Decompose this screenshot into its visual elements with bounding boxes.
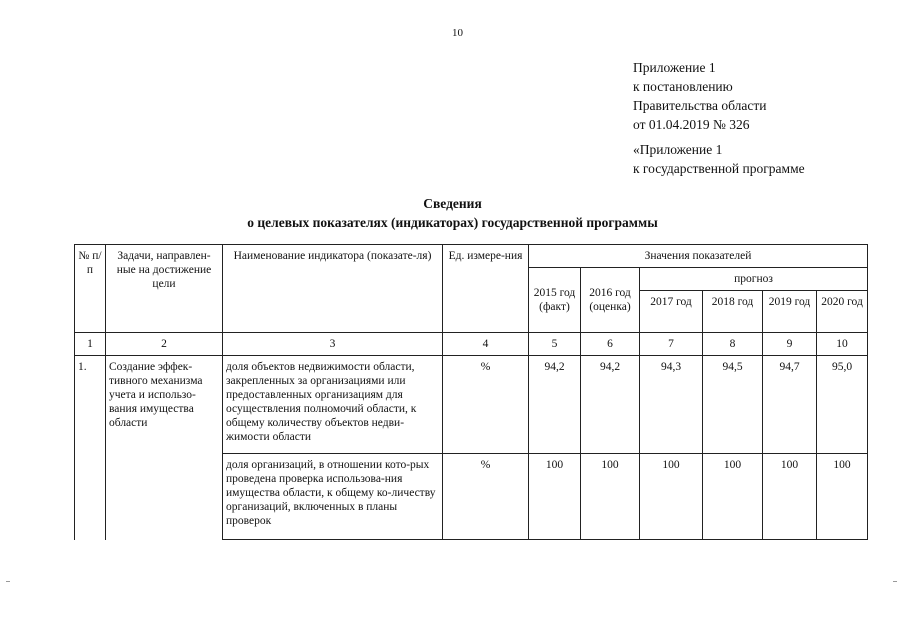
col-number: 10 <box>817 333 868 356</box>
document-title <box>0 194 905 232</box>
col-number: 7 <box>640 333 703 356</box>
appendix-line: от 01.04.2019 № 326 <box>633 117 750 132</box>
appendix-program-line: «Приложение 1 <box>633 142 723 157</box>
appendix-program-header <box>633 140 805 178</box>
header-values: Значения показателей <box>529 245 868 268</box>
appendix-program-line: к государственной программе <box>633 161 805 176</box>
value-2015: 94,2 <box>529 356 581 454</box>
col-number: 3 <box>223 333 443 356</box>
value-2020: 95,0 <box>817 356 868 454</box>
page-number: 10 <box>452 27 463 39</box>
header-2020: 2020 год <box>817 291 868 333</box>
value-2018: 100 <box>703 454 763 540</box>
header-2017: 2017 год <box>640 291 703 333</box>
indicator-unit: % <box>443 454 529 540</box>
column-number-row <box>75 333 868 356</box>
appendix-line: к постановлению <box>633 79 733 94</box>
header-forecast: прогноз <box>640 268 868 291</box>
task-text: Создание эффек-тивного механизма учета и использо-вания имущества области <box>106 356 223 540</box>
task-number: 1. <box>75 356 106 540</box>
indicator-unit: % <box>443 356 529 454</box>
header-2015: 2015 год (факт) <box>529 268 581 333</box>
header-unit: Ед. измере-ния <box>443 245 529 333</box>
value-2019: 100 <box>763 454 817 540</box>
page-edge-mark <box>893 581 897 582</box>
appendix-header <box>633 58 766 134</box>
value-2019: 94,7 <box>763 356 817 454</box>
header-indicator: Наименование индикатора (показате-ля) <box>223 245 443 333</box>
value-2017: 94,3 <box>640 356 703 454</box>
col-number: 5 <box>529 333 581 356</box>
value-2017: 100 <box>640 454 703 540</box>
page-edge-mark <box>6 581 10 582</box>
header-2018: 2018 год <box>703 291 763 333</box>
col-number: 9 <box>763 333 817 356</box>
appendix-line: Правительства области <box>633 98 767 113</box>
value-2018: 94,5 <box>703 356 763 454</box>
header-tasks: Задачи, направлен-ные на достижение цели <box>106 245 223 333</box>
col-number: 1 <box>75 333 106 356</box>
indicator-name: доля организаций, в отношении кото-рых проведена проверка использова-ния имущества области, к общему ко-личеству организаций, включенных в планы проверок <box>223 454 443 540</box>
value-2016: 100 <box>581 454 640 540</box>
title-line-2: о целевых показателях (индикаторах) государственной программы <box>247 215 658 230</box>
col-number: 8 <box>703 333 763 356</box>
title-line-1: Сведения <box>423 196 482 211</box>
value-2020: 100 <box>817 454 868 540</box>
header-num: № п/п <box>75 245 106 333</box>
header-2019: 2019 год <box>763 291 817 333</box>
appendix-line: Приложение 1 <box>633 60 716 75</box>
col-number: 2 <box>106 333 223 356</box>
value-2016: 94,2 <box>581 356 640 454</box>
col-number: 6 <box>581 333 640 356</box>
table-row <box>75 356 868 454</box>
value-2015: 100 <box>529 454 581 540</box>
indicator-name: доля объектов недвижимости области, закрепленных за организациями или предоставленных организациям для осуществления полномочий области, к общему количеству объектов недви-жимости области <box>223 356 443 454</box>
col-number: 4 <box>443 333 529 356</box>
indicators-table <box>74 244 868 540</box>
header-2016: 2016 год (оценка) <box>581 268 640 333</box>
